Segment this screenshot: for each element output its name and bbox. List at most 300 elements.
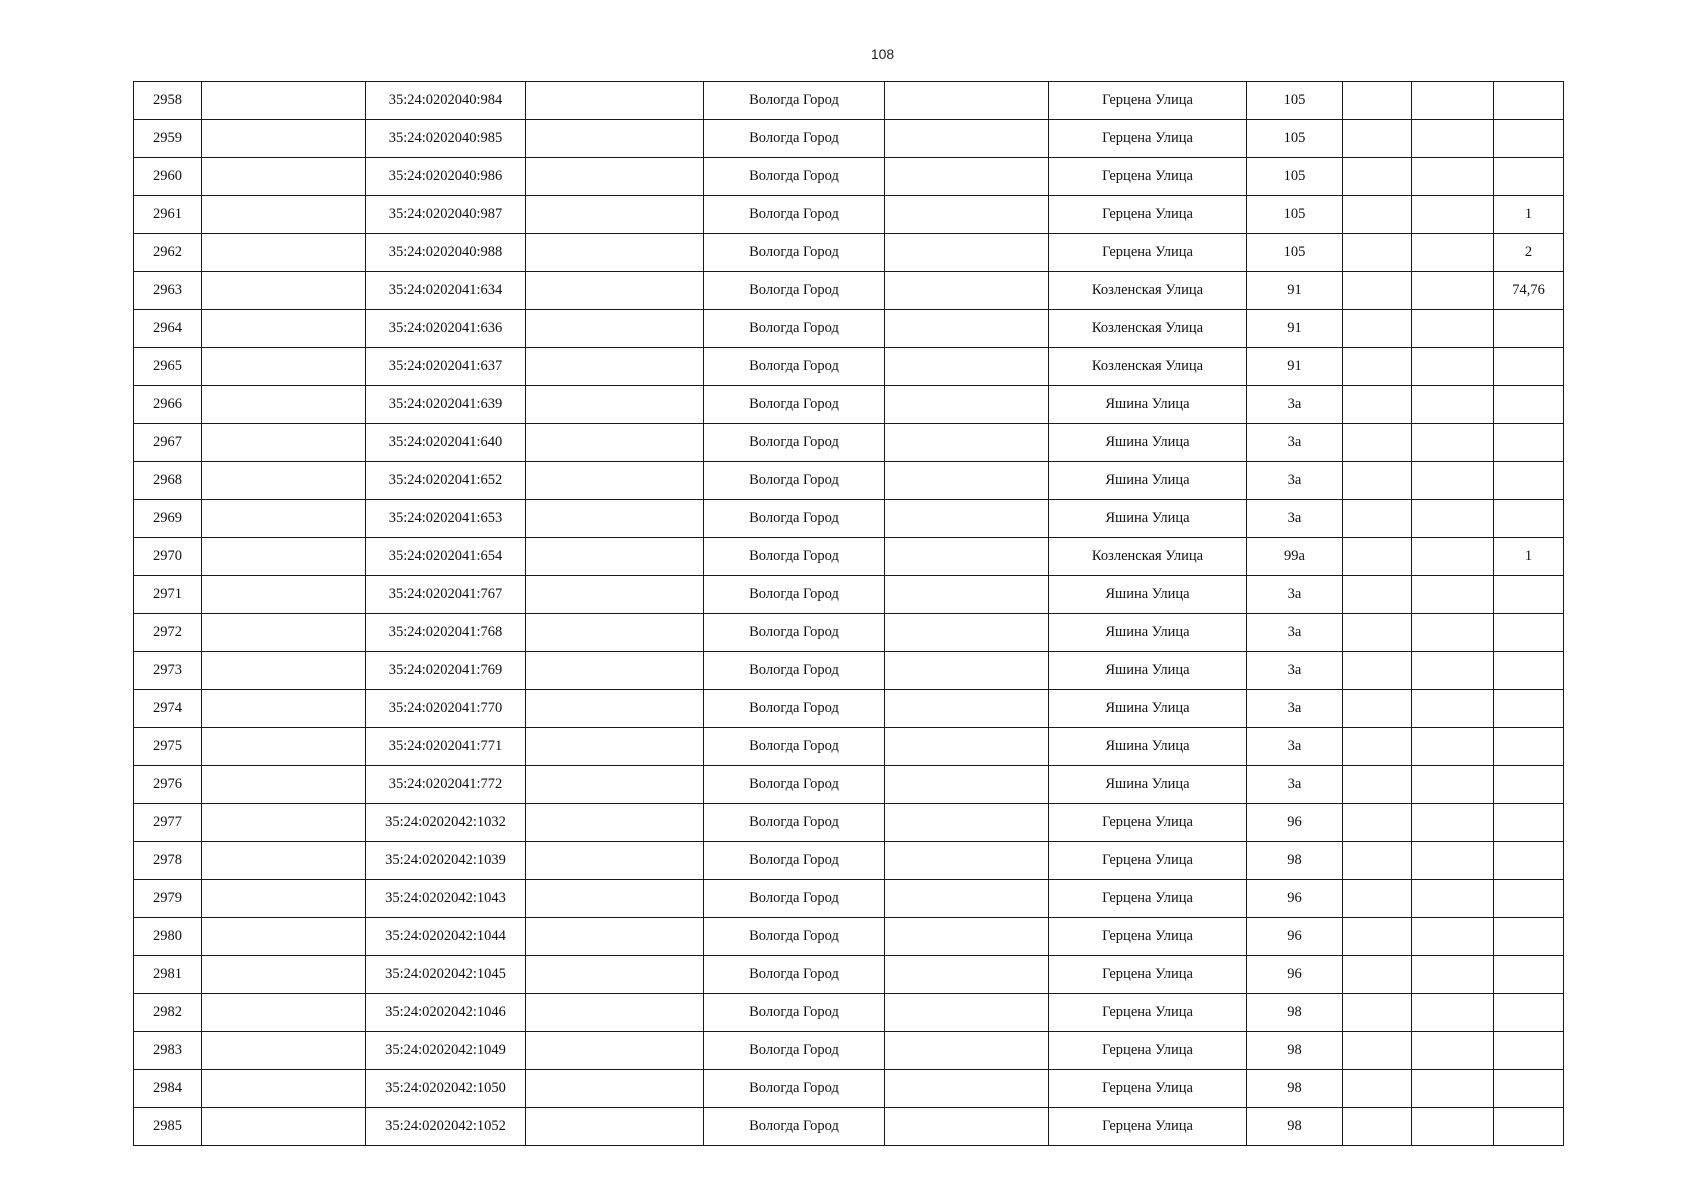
empty-cell bbox=[1412, 500, 1494, 538]
empty-cell bbox=[1343, 652, 1412, 690]
table-row bbox=[134, 272, 1564, 310]
empty-cell bbox=[885, 386, 1049, 424]
table-row bbox=[134, 82, 1564, 120]
cadastral-number-cell: 35:24:0202041:767 bbox=[366, 576, 526, 614]
empty-cell bbox=[202, 424, 366, 462]
empty-cell bbox=[1343, 766, 1412, 804]
empty-cell bbox=[526, 766, 704, 804]
house-number-cell: 91 bbox=[1247, 272, 1343, 310]
apartment-cell bbox=[1494, 158, 1564, 196]
apartment-cell: 1 bbox=[1494, 196, 1564, 234]
table-row bbox=[134, 462, 1564, 500]
cadastral-number-cell: 35:24:0202040:985 bbox=[366, 120, 526, 158]
empty-cell bbox=[526, 918, 704, 956]
cadastral-number-cell: 35:24:0202041:653 bbox=[366, 500, 526, 538]
house-number-cell: 105 bbox=[1247, 82, 1343, 120]
table-row bbox=[134, 310, 1564, 348]
table-row bbox=[134, 690, 1564, 728]
table-row bbox=[134, 424, 1564, 462]
street-cell: Козленская Улица bbox=[1049, 272, 1247, 310]
row-number-cell: 2959 bbox=[134, 120, 202, 158]
row-number-cell: 2978 bbox=[134, 842, 202, 880]
empty-cell bbox=[1412, 918, 1494, 956]
empty-cell bbox=[526, 728, 704, 766]
empty-cell bbox=[1412, 272, 1494, 310]
empty-cell bbox=[1343, 1108, 1412, 1146]
empty-cell bbox=[885, 766, 1049, 804]
registry-table bbox=[133, 81, 1564, 1146]
street-cell: Яшина Улица bbox=[1049, 424, 1247, 462]
house-number-cell: 3а bbox=[1247, 614, 1343, 652]
street-cell: Герцена Улица bbox=[1049, 804, 1247, 842]
empty-cell bbox=[1412, 1070, 1494, 1108]
table-row bbox=[134, 120, 1564, 158]
empty-cell bbox=[1412, 994, 1494, 1032]
empty-cell bbox=[885, 880, 1049, 918]
apartment-cell bbox=[1494, 690, 1564, 728]
row-number-cell: 2982 bbox=[134, 994, 202, 1032]
city-cell: Вологда Город bbox=[704, 462, 885, 500]
city-cell: Вологда Город bbox=[704, 956, 885, 994]
empty-cell bbox=[1343, 348, 1412, 386]
empty-cell bbox=[1412, 576, 1494, 614]
empty-cell bbox=[202, 804, 366, 842]
city-cell: Вологда Город bbox=[704, 386, 885, 424]
empty-cell bbox=[1412, 538, 1494, 576]
cadastral-number-cell: 35:24:0202041:639 bbox=[366, 386, 526, 424]
table-row bbox=[134, 158, 1564, 196]
empty-cell bbox=[526, 310, 704, 348]
apartment-cell bbox=[1494, 880, 1564, 918]
empty-cell bbox=[1412, 310, 1494, 348]
empty-cell bbox=[526, 348, 704, 386]
apartment-cell bbox=[1494, 386, 1564, 424]
empty-cell bbox=[885, 272, 1049, 310]
page-number: 108 bbox=[870, 46, 895, 62]
empty-cell bbox=[1343, 576, 1412, 614]
empty-cell bbox=[885, 804, 1049, 842]
empty-cell bbox=[526, 120, 704, 158]
house-number-cell: 96 bbox=[1247, 804, 1343, 842]
empty-cell bbox=[1343, 310, 1412, 348]
empty-cell bbox=[526, 1070, 704, 1108]
empty-cell bbox=[1343, 120, 1412, 158]
house-number-cell: 98 bbox=[1247, 994, 1343, 1032]
house-number-cell: 3а bbox=[1247, 424, 1343, 462]
empty-cell bbox=[202, 386, 366, 424]
row-number-cell: 2976 bbox=[134, 766, 202, 804]
empty-cell bbox=[1412, 1032, 1494, 1070]
city-cell: Вологда Город bbox=[704, 120, 885, 158]
table-row bbox=[134, 956, 1564, 994]
city-cell: Вологда Город bbox=[704, 538, 885, 576]
city-cell: Вологда Город bbox=[704, 82, 885, 120]
city-cell: Вологда Город bbox=[704, 310, 885, 348]
empty-cell bbox=[1343, 196, 1412, 234]
street-cell: Яшина Улица bbox=[1049, 690, 1247, 728]
empty-cell bbox=[885, 576, 1049, 614]
empty-cell bbox=[202, 120, 366, 158]
cadastral-number-cell: 35:24:0202041:769 bbox=[366, 652, 526, 690]
empty-cell bbox=[1343, 158, 1412, 196]
cadastral-number-cell: 35:24:0202042:1046 bbox=[366, 994, 526, 1032]
cadastral-number-cell: 35:24:0202042:1052 bbox=[366, 1108, 526, 1146]
house-number-cell: 3а bbox=[1247, 386, 1343, 424]
city-cell: Вологда Город bbox=[704, 348, 885, 386]
cadastral-number-cell: 35:24:0202041:654 bbox=[366, 538, 526, 576]
empty-cell bbox=[1343, 386, 1412, 424]
empty-cell bbox=[885, 538, 1049, 576]
street-cell: Яшина Улица bbox=[1049, 728, 1247, 766]
empty-cell bbox=[1343, 82, 1412, 120]
cadastral-number-cell: 35:24:0202041:636 bbox=[366, 310, 526, 348]
empty-cell bbox=[1412, 158, 1494, 196]
row-number-cell: 2969 bbox=[134, 500, 202, 538]
cadastral-number-cell: 35:24:0202041:770 bbox=[366, 690, 526, 728]
cadastral-number-cell: 35:24:0202042:1039 bbox=[366, 842, 526, 880]
row-number-cell: 2979 bbox=[134, 880, 202, 918]
empty-cell bbox=[202, 1032, 366, 1070]
cadastral-number-cell: 35:24:0202041:652 bbox=[366, 462, 526, 500]
empty-cell bbox=[885, 196, 1049, 234]
table-row bbox=[134, 766, 1564, 804]
house-number-cell: 91 bbox=[1247, 310, 1343, 348]
empty-cell bbox=[1343, 234, 1412, 272]
row-number-cell: 2960 bbox=[134, 158, 202, 196]
empty-cell bbox=[885, 728, 1049, 766]
empty-cell bbox=[526, 994, 704, 1032]
empty-cell bbox=[526, 538, 704, 576]
empty-cell bbox=[526, 386, 704, 424]
empty-cell bbox=[1343, 500, 1412, 538]
empty-cell bbox=[526, 652, 704, 690]
empty-cell bbox=[202, 348, 366, 386]
cadastral-number-cell: 35:24:0202040:986 bbox=[366, 158, 526, 196]
apartment-cell bbox=[1494, 120, 1564, 158]
row-number-cell: 2972 bbox=[134, 614, 202, 652]
registry-table-body bbox=[134, 82, 1564, 1146]
street-cell: Яшина Улица bbox=[1049, 386, 1247, 424]
empty-cell bbox=[1412, 424, 1494, 462]
table-row bbox=[134, 1070, 1564, 1108]
empty-cell bbox=[885, 994, 1049, 1032]
apartment-cell: 74,76 bbox=[1494, 272, 1564, 310]
empty-cell bbox=[1412, 386, 1494, 424]
street-cell: Герцена Улица bbox=[1049, 1032, 1247, 1070]
street-cell: Яшина Улица bbox=[1049, 766, 1247, 804]
empty-cell bbox=[885, 956, 1049, 994]
city-cell: Вологда Город bbox=[704, 728, 885, 766]
row-number-cell: 2958 bbox=[134, 82, 202, 120]
empty-cell bbox=[885, 234, 1049, 272]
row-number-cell: 2966 bbox=[134, 386, 202, 424]
empty-cell bbox=[202, 234, 366, 272]
table-row bbox=[134, 728, 1564, 766]
empty-cell bbox=[526, 1108, 704, 1146]
empty-cell bbox=[202, 538, 366, 576]
row-number-cell: 2985 bbox=[134, 1108, 202, 1146]
house-number-cell: 99а bbox=[1247, 538, 1343, 576]
city-cell: Вологда Город bbox=[704, 614, 885, 652]
empty-cell bbox=[202, 272, 366, 310]
house-number-cell: 105 bbox=[1247, 234, 1343, 272]
street-cell: Яшина Улица bbox=[1049, 500, 1247, 538]
cadastral-number-cell: 35:24:0202041:637 bbox=[366, 348, 526, 386]
empty-cell bbox=[1343, 728, 1412, 766]
city-cell: Вологда Город bbox=[704, 272, 885, 310]
empty-cell bbox=[1343, 424, 1412, 462]
empty-cell bbox=[1412, 690, 1494, 728]
house-number-cell: 96 bbox=[1247, 880, 1343, 918]
table-row bbox=[134, 994, 1564, 1032]
empty-cell bbox=[526, 576, 704, 614]
apartment-cell bbox=[1494, 804, 1564, 842]
apartment-cell bbox=[1494, 994, 1564, 1032]
empty-cell bbox=[202, 842, 366, 880]
apartment-cell bbox=[1494, 576, 1564, 614]
empty-cell bbox=[1343, 880, 1412, 918]
empty-cell bbox=[1343, 956, 1412, 994]
row-number-cell: 2980 bbox=[134, 918, 202, 956]
empty-cell bbox=[1343, 842, 1412, 880]
house-number-cell: 3а bbox=[1247, 766, 1343, 804]
empty-cell bbox=[885, 1032, 1049, 1070]
empty-cell bbox=[885, 348, 1049, 386]
city-cell: Вологда Город bbox=[704, 918, 885, 956]
empty-cell bbox=[202, 1070, 366, 1108]
empty-cell bbox=[1412, 766, 1494, 804]
empty-cell bbox=[202, 614, 366, 652]
empty-cell bbox=[202, 1108, 366, 1146]
empty-cell bbox=[1343, 272, 1412, 310]
empty-cell bbox=[202, 728, 366, 766]
city-cell: Вологда Город bbox=[704, 196, 885, 234]
empty-cell bbox=[526, 500, 704, 538]
house-number-cell: 96 bbox=[1247, 918, 1343, 956]
cadastral-number-cell: 35:24:0202040:988 bbox=[366, 234, 526, 272]
row-number-cell: 2975 bbox=[134, 728, 202, 766]
table-row bbox=[134, 804, 1564, 842]
table-row bbox=[134, 880, 1564, 918]
empty-cell bbox=[1343, 1070, 1412, 1108]
empty-cell bbox=[885, 842, 1049, 880]
empty-cell bbox=[1343, 1032, 1412, 1070]
empty-cell bbox=[202, 500, 366, 538]
empty-cell bbox=[1343, 690, 1412, 728]
empty-cell bbox=[202, 462, 366, 500]
house-number-cell: 105 bbox=[1247, 196, 1343, 234]
row-number-cell: 2964 bbox=[134, 310, 202, 348]
cadastral-number-cell: 35:24:0202041:768 bbox=[366, 614, 526, 652]
cadastral-number-cell: 35:24:0202042:1049 bbox=[366, 1032, 526, 1070]
row-number-cell: 2968 bbox=[134, 462, 202, 500]
city-cell: Вологда Город bbox=[704, 500, 885, 538]
table-row bbox=[134, 348, 1564, 386]
empty-cell bbox=[526, 82, 704, 120]
row-number-cell: 2962 bbox=[134, 234, 202, 272]
table-row bbox=[134, 652, 1564, 690]
empty-cell bbox=[202, 956, 366, 994]
table-row bbox=[134, 234, 1564, 272]
street-cell: Яшина Улица bbox=[1049, 462, 1247, 500]
empty-cell bbox=[1412, 880, 1494, 918]
city-cell: Вологда Город bbox=[704, 1032, 885, 1070]
table-row bbox=[134, 538, 1564, 576]
empty-cell bbox=[885, 1108, 1049, 1146]
house-number-cell: 3а bbox=[1247, 690, 1343, 728]
empty-cell bbox=[202, 196, 366, 234]
apartment-cell bbox=[1494, 956, 1564, 994]
empty-cell bbox=[885, 462, 1049, 500]
street-cell: Герцена Улица bbox=[1049, 196, 1247, 234]
house-number-cell: 98 bbox=[1247, 1108, 1343, 1146]
empty-cell bbox=[1412, 804, 1494, 842]
empty-cell bbox=[202, 690, 366, 728]
house-number-cell: 3а bbox=[1247, 576, 1343, 614]
empty-cell bbox=[526, 196, 704, 234]
empty-cell bbox=[885, 310, 1049, 348]
empty-cell bbox=[526, 842, 704, 880]
empty-cell bbox=[526, 690, 704, 728]
row-number-cell: 2970 bbox=[134, 538, 202, 576]
apartment-cell: 1 bbox=[1494, 538, 1564, 576]
house-number-cell: 105 bbox=[1247, 120, 1343, 158]
city-cell: Вологда Город bbox=[704, 880, 885, 918]
table-row bbox=[134, 386, 1564, 424]
empty-cell bbox=[1412, 956, 1494, 994]
apartment-cell bbox=[1494, 918, 1564, 956]
empty-cell bbox=[1343, 918, 1412, 956]
street-cell: Герцена Улица bbox=[1049, 842, 1247, 880]
city-cell: Вологда Город bbox=[704, 576, 885, 614]
house-number-cell: 3а bbox=[1247, 500, 1343, 538]
house-number-cell: 3а bbox=[1247, 728, 1343, 766]
street-cell: Козленская Улица bbox=[1049, 538, 1247, 576]
house-number-cell: 3а bbox=[1247, 462, 1343, 500]
empty-cell bbox=[526, 272, 704, 310]
city-cell: Вологда Город bbox=[704, 766, 885, 804]
apartment-cell bbox=[1494, 310, 1564, 348]
empty-cell bbox=[1412, 348, 1494, 386]
empty-cell bbox=[202, 994, 366, 1032]
apartment-cell: 2 bbox=[1494, 234, 1564, 272]
street-cell: Козленская Улица bbox=[1049, 348, 1247, 386]
street-cell: Герцена Улица bbox=[1049, 120, 1247, 158]
empty-cell bbox=[526, 1032, 704, 1070]
street-cell: Герцена Улица bbox=[1049, 956, 1247, 994]
empty-cell bbox=[1412, 1108, 1494, 1146]
street-cell: Козленская Улица bbox=[1049, 310, 1247, 348]
street-cell: Герцена Улица bbox=[1049, 880, 1247, 918]
empty-cell bbox=[202, 652, 366, 690]
table-row bbox=[134, 842, 1564, 880]
empty-cell bbox=[526, 234, 704, 272]
cadastral-number-cell: 35:24:0202042:1043 bbox=[366, 880, 526, 918]
apartment-cell bbox=[1494, 652, 1564, 690]
street-cell: Герцена Улица bbox=[1049, 1070, 1247, 1108]
empty-cell bbox=[202, 766, 366, 804]
cadastral-number-cell: 35:24:0202041:771 bbox=[366, 728, 526, 766]
row-number-cell: 2974 bbox=[134, 690, 202, 728]
empty-cell bbox=[1412, 120, 1494, 158]
city-cell: Вологда Город bbox=[704, 1108, 885, 1146]
street-cell: Герцена Улица bbox=[1049, 82, 1247, 120]
row-number-cell: 2963 bbox=[134, 272, 202, 310]
house-number-cell: 98 bbox=[1247, 842, 1343, 880]
street-cell: Герцена Улица bbox=[1049, 158, 1247, 196]
street-cell: Герцена Улица bbox=[1049, 234, 1247, 272]
row-number-cell: 2984 bbox=[134, 1070, 202, 1108]
empty-cell bbox=[885, 120, 1049, 158]
empty-cell bbox=[885, 652, 1049, 690]
apartment-cell bbox=[1494, 348, 1564, 386]
city-cell: Вологда Город bbox=[704, 234, 885, 272]
empty-cell bbox=[526, 956, 704, 994]
city-cell: Вологда Город bbox=[704, 804, 885, 842]
street-cell: Герцена Улица bbox=[1049, 994, 1247, 1032]
empty-cell bbox=[885, 918, 1049, 956]
apartment-cell bbox=[1494, 82, 1564, 120]
cadastral-number-cell: 35:24:0202042:1050 bbox=[366, 1070, 526, 1108]
street-cell: Яшина Улица bbox=[1049, 652, 1247, 690]
city-cell: Вологда Город bbox=[704, 994, 885, 1032]
empty-cell bbox=[1412, 462, 1494, 500]
empty-cell bbox=[202, 310, 366, 348]
apartment-cell bbox=[1494, 500, 1564, 538]
empty-cell bbox=[1412, 234, 1494, 272]
empty-cell bbox=[1343, 804, 1412, 842]
house-number-cell: 98 bbox=[1247, 1070, 1343, 1108]
empty-cell bbox=[202, 880, 366, 918]
empty-cell bbox=[526, 158, 704, 196]
street-cell: Герцена Улица bbox=[1049, 918, 1247, 956]
apartment-cell bbox=[1494, 614, 1564, 652]
row-number-cell: 2973 bbox=[134, 652, 202, 690]
apartment-cell bbox=[1494, 766, 1564, 804]
empty-cell bbox=[1343, 462, 1412, 500]
empty-cell bbox=[526, 462, 704, 500]
row-number-cell: 2983 bbox=[134, 1032, 202, 1070]
apartment-cell bbox=[1494, 728, 1564, 766]
row-number-cell: 2971 bbox=[134, 576, 202, 614]
cadastral-number-cell: 35:24:0202042:1032 bbox=[366, 804, 526, 842]
empty-cell bbox=[1412, 196, 1494, 234]
cadastral-number-cell: 35:24:0202041:772 bbox=[366, 766, 526, 804]
empty-cell bbox=[885, 158, 1049, 196]
row-number-cell: 2981 bbox=[134, 956, 202, 994]
city-cell: Вологда Город bbox=[704, 690, 885, 728]
row-number-cell: 2967 bbox=[134, 424, 202, 462]
row-number-cell: 2977 bbox=[134, 804, 202, 842]
city-cell: Вологда Город bbox=[704, 1070, 885, 1108]
house-number-cell: 96 bbox=[1247, 956, 1343, 994]
house-number-cell: 91 bbox=[1247, 348, 1343, 386]
empty-cell bbox=[885, 690, 1049, 728]
apartment-cell bbox=[1494, 842, 1564, 880]
table-row bbox=[134, 614, 1564, 652]
apartment-cell bbox=[1494, 424, 1564, 462]
apartment-cell bbox=[1494, 1032, 1564, 1070]
empty-cell bbox=[1412, 728, 1494, 766]
empty-cell bbox=[1412, 652, 1494, 690]
empty-cell bbox=[526, 880, 704, 918]
empty-cell bbox=[885, 82, 1049, 120]
empty-cell bbox=[526, 804, 704, 842]
city-cell: Вологда Город bbox=[704, 652, 885, 690]
table-row bbox=[134, 196, 1564, 234]
city-cell: Вологда Город bbox=[704, 842, 885, 880]
empty-cell bbox=[885, 614, 1049, 652]
